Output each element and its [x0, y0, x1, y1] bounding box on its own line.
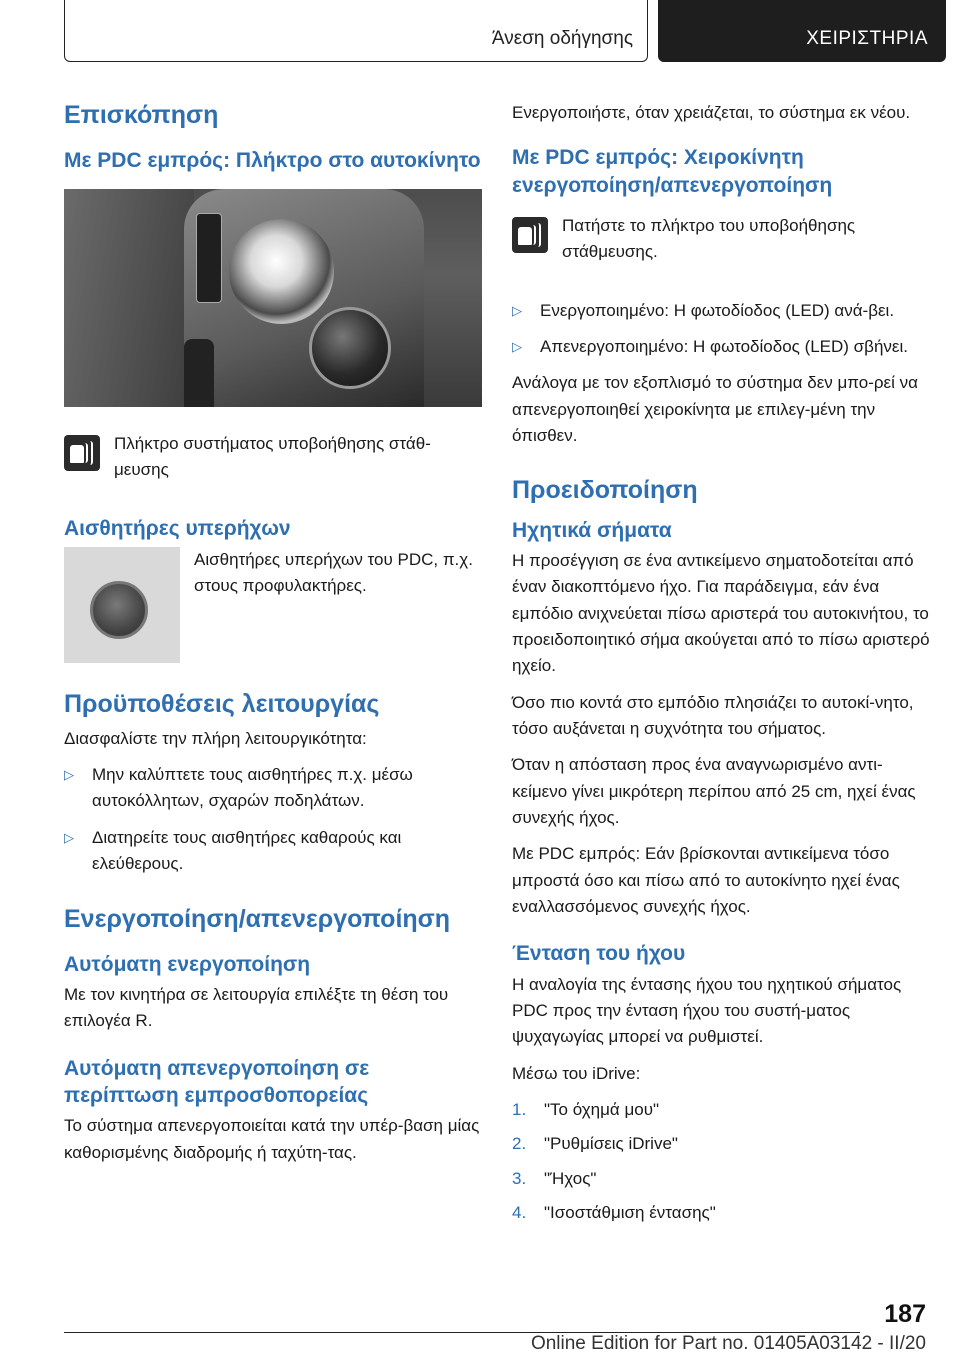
heading-button-in-car: Με PDC εμπρός: Πλήκτρο στο αυτοκίνητο — [64, 149, 481, 173]
pdc-icon — [64, 435, 100, 471]
triangle-bullet-icon: ▷ — [512, 302, 522, 318]
triangle-bullet-icon: ▷ — [64, 829, 74, 845]
volume-paragraph-1: Η αναλογία της έντασης ήχου του ηχητικού σήματος PDC προς την ένταση ήχου του συστή-ματος ψυχαγωγίας μπορεί να ρυθμιστεί. — [512, 974, 902, 1047]
signals-paragraph-3: Όταν η απόσταση προς ένα αναγνωρισμένο αντι-κείμενο γίνει μικρότερη περίπου από 25 cm, ηχεί ένας συνεχής ήχος. — [512, 755, 916, 827]
auto-deactivation-text: Το σύστημα απενεργοποιείται κατά την υπέρ-βαση μίας καθορισμένης διαδρομής ή ταχύτη-τας. — [64, 1116, 480, 1162]
heading-auto-deactivation: Αυτόματη απενεργοποίηση σε περίπτωση εμπροσθοπορείας — [64, 1056, 370, 1108]
heading-activation: Ενεργοποίηση/απενεργοποίηση — [64, 904, 451, 933]
equipment-note: Ανάλογα με τον εξοπλισμό το σύστημα δεν μπο-ρεί να απενεργοποιηθεί χειροκίνητα με επιλεγ-μένη την όπισθεν. — [512, 373, 918, 445]
volume-paragraph-2: Μέσω του iDrive: — [512, 1063, 641, 1083]
manual-caption-row — [512, 213, 930, 276]
heading-manual-activation: Με PDC εμπρός: Χειροκίνητη ενεργοποίηση/απενεργοποίηση — [512, 146, 833, 197]
header-section-title: Άνεση οδήγησης — [491, 28, 633, 49]
list-item: ▷ Διατηρείτε τους αισθητήρες καθαρούς και ελεύθερους. — [64, 825, 482, 878]
numbered-step: 1. "Το όχημά μου" — [512, 1100, 660, 1120]
list-item: ▷ Απενεργοποιημένο: Η φωτοδίοδος (LED) σβήνει. — [512, 334, 930, 360]
heading-acoustic-signals: Ηχητικά σήματα — [512, 518, 672, 542]
numbered-step: 3. "Ήχος" — [512, 1168, 597, 1188]
signals-paragraph-4: Με PDC εμπρός: Εάν βρίσκονται αντικείμενα τόσο μπροστά όσο και πίσω από το αυτοκίνητο ηχεί ένας εναλλασσόμενος συνεχής ήχος. — [512, 844, 900, 917]
right-column — [512, 100, 930, 1234]
page-number: 187 — [884, 1300, 926, 1328]
heading-overview: Επισκόπηση — [64, 101, 219, 129]
sensor-image — [64, 547, 180, 663]
prereq-text: Διασφαλίστε την πλήρη λειτουργικότητα: — [64, 728, 367, 748]
numbered-step: 4. "Ισοστάθμιση έντασης" — [512, 1203, 716, 1223]
heading-sensors: Αισθητήρες υπερήχων — [64, 517, 291, 541]
heading-warning: Προειδοποίηση — [512, 476, 698, 505]
pdc-icon — [512, 217, 548, 253]
button-caption-row — [64, 431, 482, 494]
sensors-caption: Αισθητήρες υπερήχων του PDC, π.χ. στους προφυλακτήρες. — [194, 549, 473, 595]
header-chapter-tab — [658, 0, 946, 62]
heading-auto-activation: Αυτόματη ενεργοποίηση — [64, 952, 311, 976]
header-chapter-title: ΧΕΙΡΙΣΤΗΡΙΑ — [806, 28, 928, 49]
numbered-step: 2. "Ρυθμίσεις iDrive" — [512, 1134, 678, 1154]
footer-edition: Online Edition for Part no. 01405A03142 - II/20 — [530, 1333, 926, 1354]
triangle-bullet-icon: ▷ — [64, 767, 74, 783]
console-photo — [64, 189, 482, 407]
button-caption: Πλήκτρο συστήματος υποβοήθησης στάθ-μευσης — [114, 433, 431, 479]
heading-volume: Ένταση του ήχου — [512, 942, 686, 966]
header-section-tab — [64, 0, 648, 62]
sensor-row — [64, 547, 482, 663]
auto-activation-text: Με τον κινητήρα σε λειτουργία επιλέξτε τη θέση του επιλογέα R. — [64, 985, 449, 1031]
signals-paragraph-2: Όσο πιο κοντά στο εμπόδιο πλησιάζει το αυτοκί-νητο, τόσο αυξάνεται η συχνότητα του σήματος. — [512, 692, 914, 738]
signals-paragraph-1: Η προσέγγιση σε ένα αντικείμενο σηματοδοτείται από έναν διακοπτόμενο ήχο. Για παράδειγμα, εάν ένα εμπόδιο ανιχνεύεται πίσω αριστερά του αυτοκινήτου, το προειδοποιητικό σήμα ακούγεται από το πίσω αριστερό ηχείο. — [512, 550, 930, 676]
heading-prerequisites: Προϋποθέσεις λειτουργίας — [64, 689, 380, 718]
left-column — [64, 100, 482, 1176]
idrive-controller-image — [309, 307, 391, 389]
reactivate-text: Ενεργοποιήστε, όταν χρειάζεται, το σύστημα εκ νέου. — [512, 103, 911, 122]
list-item: ▷ Μην καλύπτετε τους αισθητήρες π.χ. μέσω αυτοκόλλητων, σχαρών ποδηλάτων. — [64, 762, 482, 815]
list-item: ▷ Ενεργοποιημένο: Η φωτοδίοδος (LED) ανά-βει. — [512, 298, 930, 324]
manual-caption: Πατήστε το πλήκτρο του υποβοήθησης στάθμευσης. — [562, 215, 856, 262]
pdc-button-stack — [196, 213, 222, 303]
triangle-bullet-icon: ▷ — [512, 338, 522, 354]
